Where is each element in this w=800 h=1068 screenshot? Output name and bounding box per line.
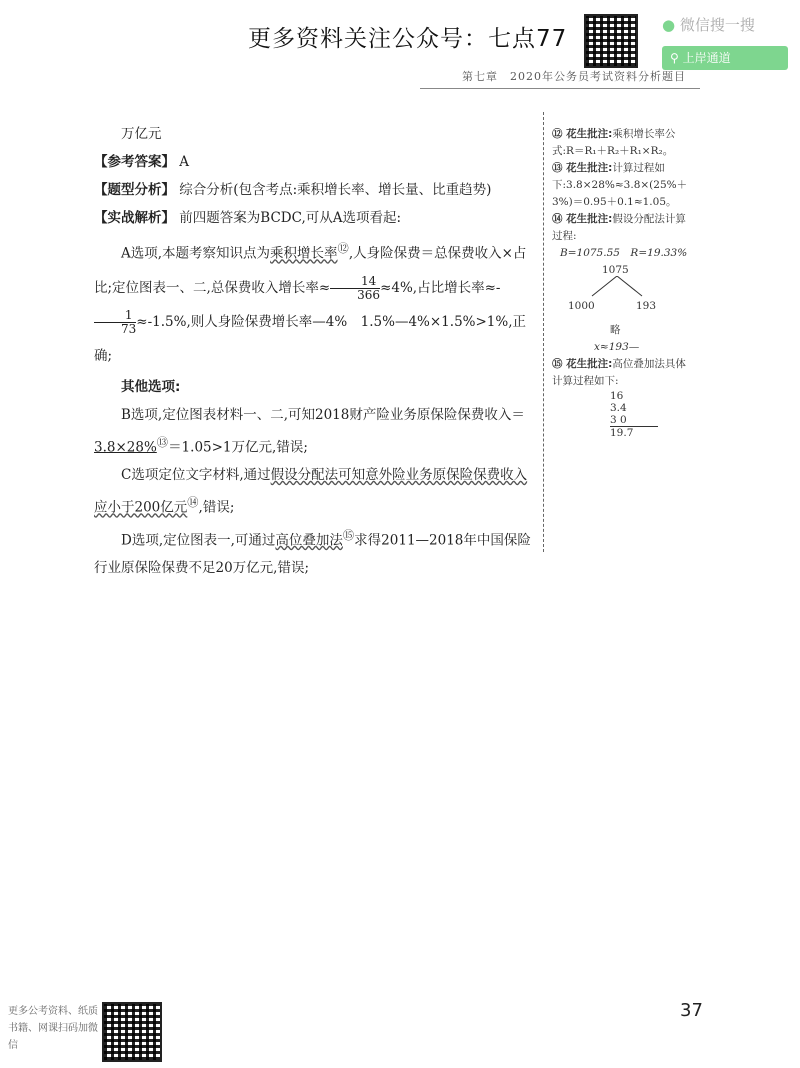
tree-lines <box>582 276 652 298</box>
option-c: C选项定位文字材料,通过假设分配法可知意外险业务原保险保费收入应小于200亿元⑭,错误; <box>94 467 528 516</box>
note-13: ⑬ 花生批注:计算过程如下:3.8×28%≈3.8×(25%＋3%)＝0.95＋0.1≈1.05。 <box>552 162 688 208</box>
allocation-tree <box>552 262 692 314</box>
column-divider <box>543 112 544 552</box>
continued-text: 万亿元 <box>121 126 162 142</box>
tree-omit: 略 <box>610 324 621 336</box>
option-a: A选项,本题考察知识点为乘积增长率⑫,人身险保费＝总保费收入×占比;定位图表一、二,总保费收入增长率≈ $\frac{14}{366}$ ≈4%,占比增长率≈- $\frac{1}{73}$ ≈-1.5%,则人身险保费增长率—4% 1.5%—4%×1.5%>1%,正确; <box>94 242 527 364</box>
footer-promo: 更多公考资料、纸质书籍、网课扫码加微信 <box>8 1006 98 1051</box>
main-column <box>94 120 532 582</box>
addition-calculation: 16 3.4 3 0 19.7 <box>610 390 658 439</box>
option-d: D选项,定位图表一,可通过高位叠加法⑮求得2011—2018年中国保险行业原保险保费不足20万亿元,错误; <box>94 528 531 576</box>
reference-answer: 【参考答案】 A <box>94 154 190 170</box>
tree-right: 193 <box>636 300 657 312</box>
note-15: ⑮ 花生批注:高位叠加法具体计算过程如下: <box>552 358 686 387</box>
note-14-formula: B=1075.55 R=19.33% <box>560 247 688 259</box>
other-options-label: 其他选项: <box>121 378 181 395</box>
option-b: B选项,定位图表材料一、二,可知2018财产险业务原保险保费收入＝3.8×28%⑬＝1.05>1万亿元,错误; <box>94 406 525 455</box>
search-icon: ⚲ <box>670 51 679 65</box>
tree-left: 1000 <box>568 300 595 312</box>
solution-intro: 【实战解析】 前四题答案为BCDC,可从A选项看起: <box>94 210 402 226</box>
fraction-14-366: $\frac{14}{366}$ <box>330 275 380 302</box>
header-rule <box>420 88 700 89</box>
note-14: ⑭ 花生批注:假设分配法计算过程: <box>552 213 686 242</box>
page-number: 37 <box>680 1000 703 1021</box>
shangan-button[interactable]: ⚲ 上岸通道 <box>662 46 788 70</box>
tree-result: x≈193— <box>594 341 640 353</box>
footer-qr-code-icon <box>102 1002 162 1062</box>
note-12: ⑫ 花生批注:乘积增长率公式:R＝R₁＋R₂＋R₁×R₂。 <box>552 128 676 157</box>
question-type: 【题型分析】 综合分析(包含考点:乘积增长率、增长量、比重趋势) <box>94 182 492 198</box>
side-notes <box>552 126 692 439</box>
wechat-search-label: ● 微信搜一搜 <box>662 16 755 34</box>
running-head: 第七章 2020年公务员考试资料分析题目 <box>462 70 686 83</box>
fraction-1-73: $\frac{1}{73}$ <box>94 309 136 336</box>
tree-top: 1075 <box>602 264 629 276</box>
banner-title: 更多资料关注公众号：七点77 <box>248 26 568 52</box>
wechat-icon: ● <box>662 16 676 34</box>
qr-code-icon <box>584 14 638 68</box>
